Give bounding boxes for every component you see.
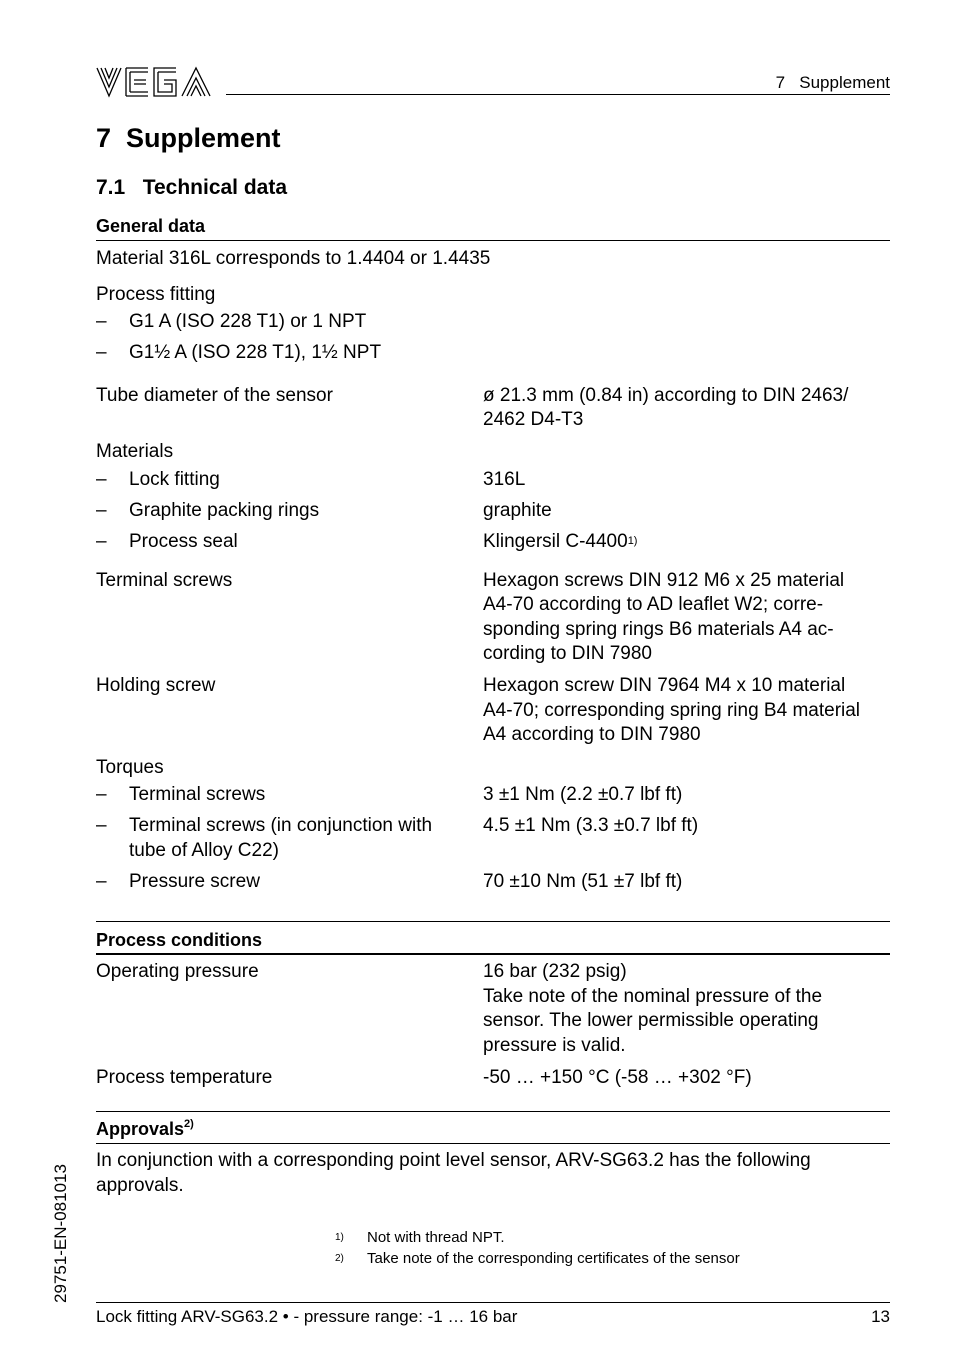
footnote-ref: 1) bbox=[627, 535, 638, 547]
document-code: 29751-EN-081013 bbox=[51, 1164, 70, 1303]
dash: – bbox=[96, 469, 107, 490]
rule bbox=[96, 953, 890, 955]
dash: – bbox=[96, 531, 107, 552]
torque-alloy-value: 4.5 ±1 Nm (3.3 ±0.7 lbf ft) bbox=[483, 815, 699, 836]
torque-pressure-value: 70 ±10 Nm (51 ±7 lbf ft) bbox=[483, 871, 683, 892]
holding-value-3: A4 according to DIN 7980 bbox=[483, 724, 701, 745]
terminal-screws-label: Terminal screws bbox=[96, 570, 233, 591]
terminal-value-1: Hexagon screws DIN 912 M6 x 25 material bbox=[483, 570, 845, 591]
dash: – bbox=[96, 815, 107, 836]
dash: – bbox=[96, 311, 107, 332]
operating-pressure-value-2: Take note of the nominal pressure of the bbox=[483, 986, 823, 1007]
material-note: Material 316L corresponds to 1.4404 or 1.4435 bbox=[96, 248, 491, 269]
header-rule bbox=[226, 94, 890, 95]
process-temperature-value: -50 … +150 °C (-58 … +302 °F) bbox=[483, 1067, 752, 1088]
tube-value-2: 2462 D4-T3 bbox=[483, 409, 584, 430]
seal-value bbox=[483, 530, 893, 555]
operating-pressure-value-4: pressure is valid. bbox=[483, 1035, 626, 1056]
footnote-text-1: Not with thread NPT. bbox=[367, 1229, 505, 1246]
seal-value-text: Klingersil C-4400 bbox=[483, 531, 628, 552]
approvals-heading-text: Approvals bbox=[96, 1119, 185, 1139]
lock-fitting-label: Lock fitting bbox=[129, 469, 220, 490]
approvals-text-1: In conjunction with a corresponding point level sensor, ARV-SG63.2 has the following bbox=[96, 1150, 811, 1171]
holding-screw-label: Holding screw bbox=[96, 675, 216, 696]
torque-terminal-label: Terminal screws bbox=[129, 784, 266, 805]
torque-alloy-label-2: tube of Alloy C22) bbox=[129, 840, 279, 861]
page-number: 13 bbox=[871, 1307, 890, 1326]
footer-title: Lock fitting ARV-SG63.2 • - pressure range: -1 … 16 bar bbox=[96, 1307, 518, 1326]
dash: – bbox=[96, 784, 107, 805]
rule bbox=[96, 1143, 890, 1144]
operating-pressure-value-1: 16 bar (232 psig) bbox=[483, 961, 627, 982]
dash: – bbox=[96, 871, 107, 892]
terminal-value-4: cording to DIN 7980 bbox=[483, 643, 652, 664]
terminal-value-2: A4-70 according to AD leaflet W2; corre- bbox=[483, 594, 824, 615]
torque-alloy-label-1: Terminal screws (in conjunction with bbox=[129, 815, 433, 836]
section-title: 7.1 Technical data bbox=[96, 176, 288, 199]
process-temperature-label: Process temperature bbox=[96, 1067, 273, 1088]
rule bbox=[96, 921, 890, 922]
rule bbox=[96, 1111, 890, 1112]
dash: – bbox=[96, 342, 107, 363]
rule bbox=[96, 240, 890, 241]
graphite-value: graphite bbox=[483, 500, 552, 521]
materials-label: Materials bbox=[96, 441, 174, 462]
footnote-mark-2: 2) bbox=[335, 1253, 344, 1264]
page-title: 7 Supplement bbox=[96, 123, 281, 153]
graphite-label: Graphite packing rings bbox=[129, 500, 320, 521]
holding-value-1: Hexagon screw DIN 7964 M4 x 10 material bbox=[483, 675, 846, 696]
approvals-text-2: approvals. bbox=[96, 1175, 184, 1196]
footnote-mark-1: 1) bbox=[335, 1232, 344, 1243]
fitting-item: G1½ A (ISO 228 T1), 1½ NPT bbox=[129, 342, 382, 363]
holding-value-2: A4-70; corresponding spring ring B4 material bbox=[483, 700, 861, 721]
vega-logo bbox=[96, 66, 214, 98]
process-conditions-heading: Process conditions bbox=[96, 930, 263, 950]
torques-label: Torques bbox=[96, 757, 164, 778]
lock-fitting-value: 316L bbox=[483, 469, 526, 490]
tube-value-1: ø 21.3 mm (0.84 in) according to DIN 2463/ bbox=[483, 385, 849, 406]
footnote-ref: 2) bbox=[184, 1118, 194, 1130]
operating-pressure-label: Operating pressure bbox=[96, 961, 259, 982]
process-fitting-label: Process fitting bbox=[96, 284, 216, 305]
fitting-item: G1 A (ISO 228 T1) or 1 NPT bbox=[129, 311, 367, 332]
torque-terminal-value: 3 ±1 Nm (2.2 ±0.7 lbf ft) bbox=[483, 784, 683, 805]
footnote-text-2: Take note of the corresponding certificates of the sensor bbox=[367, 1250, 740, 1267]
operating-pressure-value-3: sensor. The lower permissible operating bbox=[483, 1010, 819, 1031]
header-section-ref: 7 Supplement bbox=[775, 73, 890, 92]
dash: – bbox=[96, 500, 107, 521]
general-data-heading: General data bbox=[96, 216, 206, 236]
footer-rule bbox=[96, 1302, 890, 1303]
approvals-heading bbox=[96, 1119, 890, 1140]
terminal-value-3: sponding spring rings B6 materials A4 ac- bbox=[483, 619, 834, 640]
seal-label: Process seal bbox=[129, 531, 238, 552]
torque-pressure-label: Pressure screw bbox=[129, 871, 260, 892]
tube-label: Tube diameter of the sensor bbox=[96, 385, 333, 406]
